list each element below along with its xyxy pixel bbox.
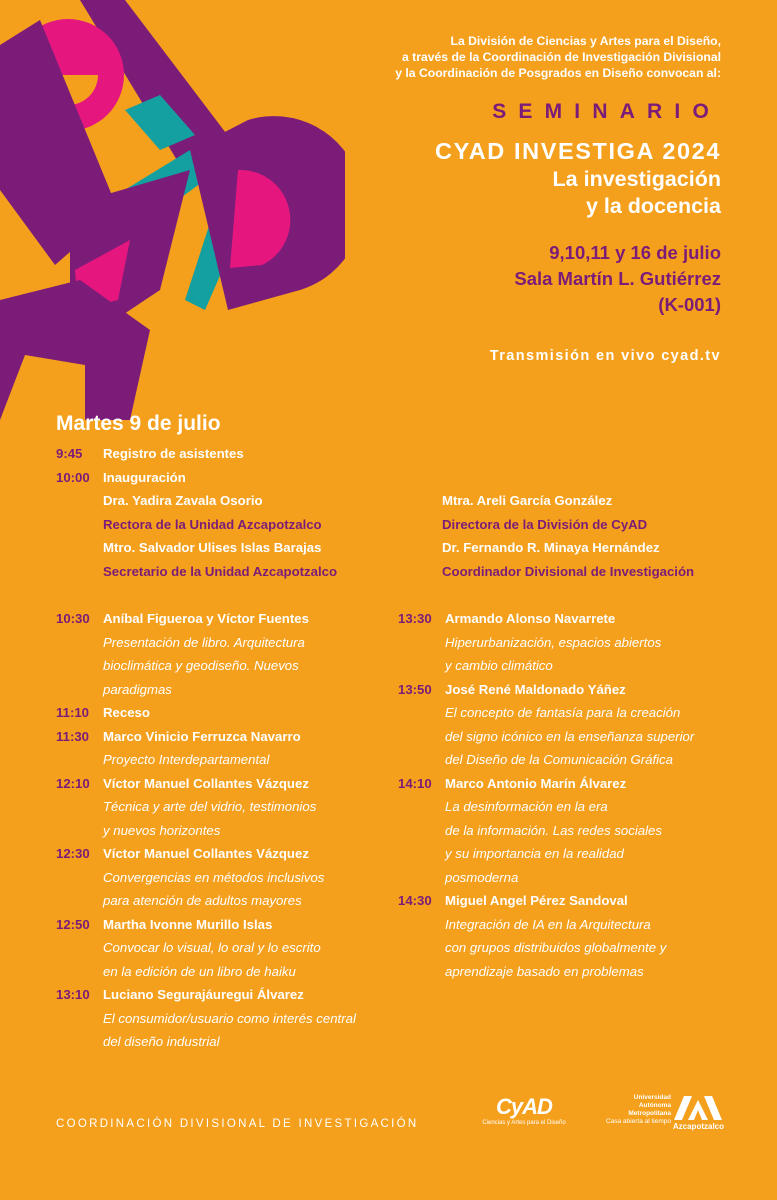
talk-title-line: de la información. Las redes sociales xyxy=(445,822,662,838)
session-title: Registro de asistentes xyxy=(103,446,244,461)
uam-place: Azcapotzalco xyxy=(672,1122,724,1131)
talk-description xyxy=(398,866,728,890)
official xyxy=(395,513,725,537)
time: 10:30 xyxy=(56,611,90,626)
talk-title-line: Hiperurbanización, espacios abiertos xyxy=(445,634,662,650)
schedule-row xyxy=(56,607,386,631)
schedule-row xyxy=(398,889,728,913)
talk-title-line: posmoderna xyxy=(445,869,519,885)
talk-title-line: del signo icónico en la enseñanza superior xyxy=(445,728,695,744)
talk-description xyxy=(398,654,728,678)
speaker-name: Armando Alonso Navarrete xyxy=(445,611,616,626)
talk-title-line: Convocar lo visual, lo oral y lo escrito xyxy=(103,940,321,955)
speaker-name: Víctor Manuel Collantes Vázquez xyxy=(103,775,309,791)
uam-line: Universidad xyxy=(633,1094,671,1101)
opening-schedule xyxy=(56,442,436,583)
time: 13:50 xyxy=(398,681,432,697)
footer-text: COORDINACIÓN DIVISIONAL DE INVESTIGACIÓN xyxy=(56,1118,419,1130)
talk-description xyxy=(56,936,386,960)
talk-description xyxy=(56,866,386,890)
intro-line: a través de la Coordinación de Investigación Divisional xyxy=(402,50,721,64)
venue-line: Sala Martín L. Gutiérrez xyxy=(514,268,721,289)
subtitle-line: La investigación xyxy=(552,167,721,191)
uam-name xyxy=(606,1094,671,1126)
time: 13:30 xyxy=(398,611,432,626)
talk-title-line: paradigmas xyxy=(103,681,172,697)
event-subtitle xyxy=(553,166,721,220)
talk-description xyxy=(56,1030,386,1054)
event-dates xyxy=(514,240,721,318)
subtitle-line: y la docencia xyxy=(585,194,721,218)
talk-description xyxy=(56,819,386,843)
intro-line: y la Coordinación de Posgrados en Diseño convocan al: xyxy=(395,66,721,80)
official-role: Coordinador Divisional de Investigación xyxy=(442,563,695,579)
official xyxy=(56,489,436,513)
official-role: Secretario de la Unidad Azcapotzalco xyxy=(103,563,338,579)
day-heading: Martes 9 de julio xyxy=(56,412,221,435)
talk-description xyxy=(398,936,728,960)
talk-description xyxy=(398,842,728,866)
talk-title-line: Integración de IA en la Arquitectura xyxy=(445,916,651,932)
official-name: Dra. Yadira Zavala Osorio xyxy=(103,493,263,508)
time: 11:30 xyxy=(56,728,90,744)
talk-description xyxy=(398,631,728,655)
time: 12:30 xyxy=(56,846,90,861)
speaker-name: Víctor Manuel Collantes Vázquez xyxy=(103,846,309,861)
time: 11:10 xyxy=(56,705,90,720)
talk-title-line: El consumidor/usuario como interés central xyxy=(103,1010,356,1026)
speaker-name: Receso xyxy=(103,705,150,720)
schedule-row xyxy=(398,772,728,796)
speaker-name: Aníbal Figueroa y Víctor Fuentes xyxy=(103,611,309,626)
talk-description xyxy=(56,654,386,678)
stream-link: Transmisión en vivo cyad.tv xyxy=(489,348,721,364)
talk-title-line: Proyecto Interdepartamental xyxy=(103,752,270,767)
talk-description xyxy=(398,819,728,843)
official xyxy=(395,560,725,584)
schedule-row xyxy=(56,701,386,725)
talk-title-line: y su importancia en la realidad xyxy=(445,846,624,861)
talk-description xyxy=(398,725,728,749)
speaker-name: Martha Ivonne Murillo Islas xyxy=(103,916,273,932)
official xyxy=(56,513,436,537)
talk-title-line: La desinformación en la era xyxy=(445,799,608,814)
talk-title-line: Presentación de libro. Arquitectura xyxy=(103,634,305,650)
official xyxy=(395,489,725,513)
talk-description xyxy=(398,748,728,772)
talk-description xyxy=(56,748,386,772)
cyad-logo-art xyxy=(0,0,345,420)
talk-title-line: del Diseño de la Comunicación Gráfica xyxy=(445,752,673,767)
official xyxy=(395,536,725,560)
schedule-row xyxy=(56,913,386,937)
talk-description xyxy=(56,678,386,702)
talk-title-line: con grupos distribuidos globalmente y xyxy=(445,940,667,955)
speaker-name: Marco Vinicio Ferruzca Navarro xyxy=(103,728,301,744)
talk-title-line: del diseño industrial xyxy=(103,1034,220,1049)
uam-motto: Casa abierta al tiempo xyxy=(605,1118,671,1125)
time: 14:10 xyxy=(398,775,432,791)
room-line: (K-001) xyxy=(658,294,721,315)
uam-logo xyxy=(598,1094,728,1134)
time: 9:45 xyxy=(56,446,83,461)
official xyxy=(56,560,436,584)
official-role: Rectora de la Unidad Azcapotzalco xyxy=(103,516,322,532)
official xyxy=(56,536,436,560)
talk-title-line: y cambio climático xyxy=(445,658,553,673)
schedule-row xyxy=(56,842,386,866)
intro-text xyxy=(321,33,721,81)
schedule-row xyxy=(398,607,728,631)
official-name: Dr. Fernando R. Minaya Hernández xyxy=(442,540,660,555)
talk-title-line: para atención de adultos mayores xyxy=(103,893,302,908)
cyad-logo-mark: CyAD xyxy=(496,1094,552,1119)
schedule-row xyxy=(56,466,436,490)
talk-title-line: El concepto de fantasía para la creación xyxy=(445,705,681,720)
talk-description xyxy=(398,960,728,984)
time: 12:10 xyxy=(56,775,90,791)
schedule-row xyxy=(398,678,728,702)
talk-title-line: bioclimática y geodiseño. Nuevos xyxy=(103,658,299,673)
time: 13:10 xyxy=(56,987,90,1002)
uam-line: Metropolitana xyxy=(628,1110,671,1117)
date-line: 9,10,11 y 16 de julio xyxy=(549,242,721,263)
official-role: Directora de la División de CyAD xyxy=(442,516,648,532)
schedule-row xyxy=(56,442,436,466)
cyad-logo-caption: Ciencias y Artes para el Diseño xyxy=(482,1120,566,1126)
seminario-label: SEMINARIO xyxy=(492,100,721,123)
talk-description xyxy=(398,701,728,725)
schedule-row xyxy=(56,725,386,749)
intro-line: La División de Ciencias y Artes para el Diseño, xyxy=(450,34,721,48)
talk-description xyxy=(56,1007,386,1031)
speaker-name: José René Maldonado Yáñez xyxy=(445,681,626,697)
talk-title-line: en la edición de un libro de haiku xyxy=(103,963,296,979)
schedule-row xyxy=(56,772,386,796)
time: 12:50 xyxy=(56,916,90,932)
official-name: Mtra. Areli García González xyxy=(442,493,613,508)
talk-description xyxy=(398,795,728,819)
schedule-row xyxy=(56,983,386,1007)
talk-description xyxy=(56,960,386,984)
uam-symbol-icon xyxy=(674,1096,722,1120)
talk-title-line: y nuevos horizontes xyxy=(103,822,221,838)
speaker-name: Miguel Angel Pérez Sandoval xyxy=(445,893,628,908)
talk-description xyxy=(56,631,386,655)
official-name: Mtro. Salvador Ulises Islas Barajas xyxy=(103,540,322,555)
talk-title-line: Convergencias en métodos inclusivos xyxy=(103,869,325,885)
talk-title-line: aprendizaje basado en problemas xyxy=(445,963,644,979)
event-title: CYAD INVESTIGA 2024 xyxy=(435,138,721,164)
talk-title-line: Técnica y arte del vidrio, testimonios xyxy=(103,799,317,814)
talk-description xyxy=(398,913,728,937)
schedule-left-column xyxy=(56,607,386,1054)
cyad-logo xyxy=(474,1095,574,1128)
time: 10:00 xyxy=(56,469,90,485)
officials-right xyxy=(395,489,725,583)
session-title: Inauguración xyxy=(103,469,186,485)
speaker-name: Luciano Segurajáuregui Álvarez xyxy=(103,987,304,1002)
schedule-right-column xyxy=(398,607,728,983)
uam-line: Autónoma xyxy=(638,1102,671,1109)
talk-description xyxy=(56,795,386,819)
talk-description xyxy=(56,889,386,913)
time: 14:30 xyxy=(398,893,432,908)
speaker-name: Marco Antonio Marín Álvarez xyxy=(445,775,627,791)
